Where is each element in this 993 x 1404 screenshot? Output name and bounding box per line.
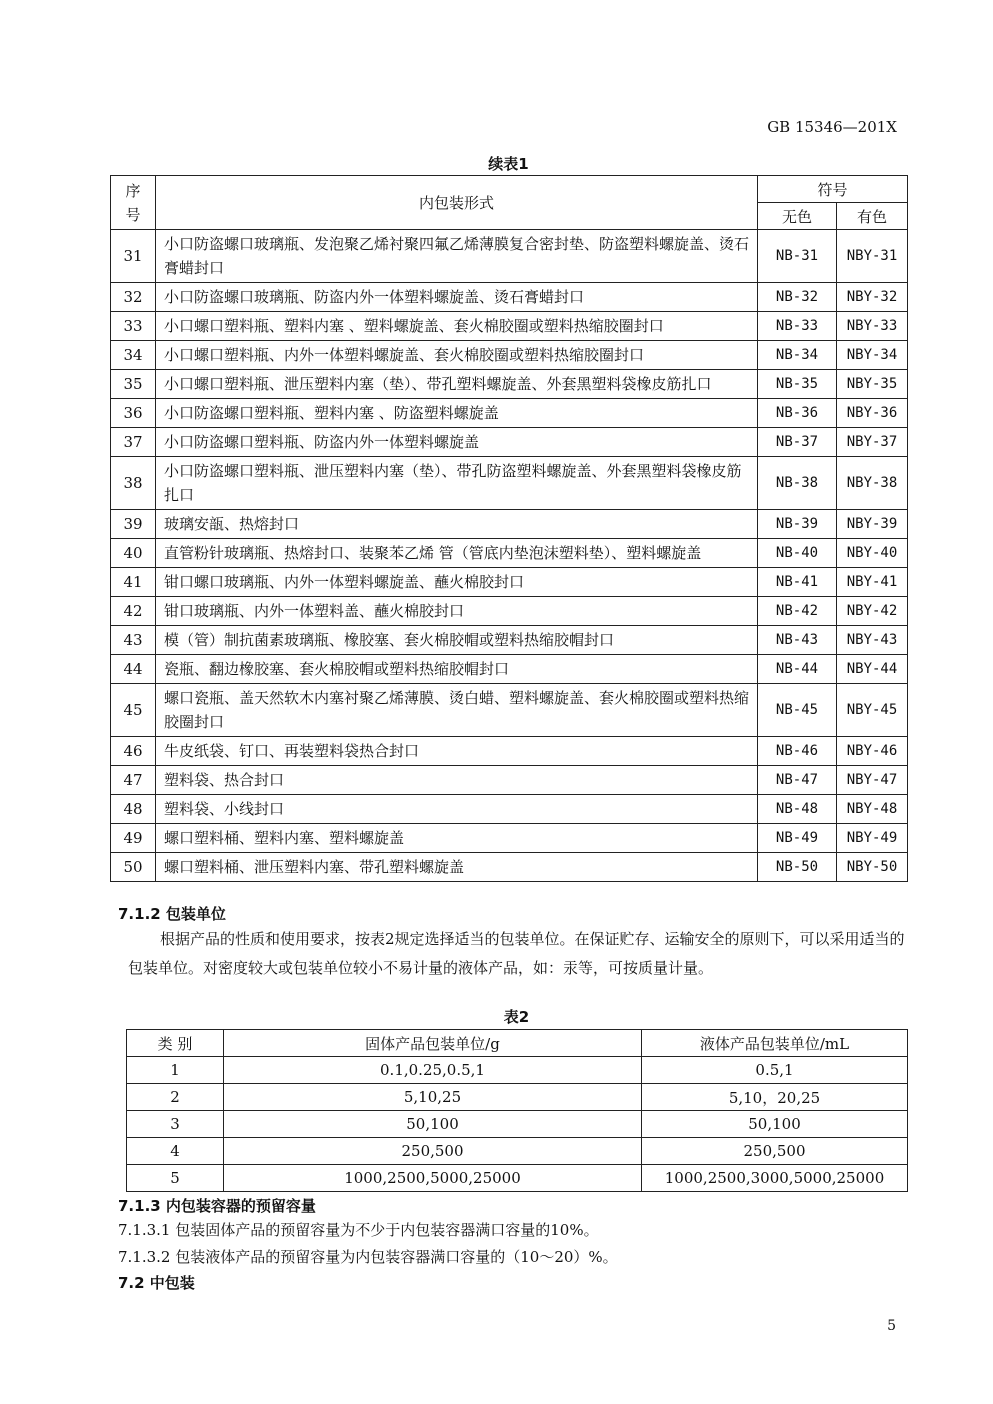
row-code-colorless: NB-36 <box>758 399 837 428</box>
row-category: 5 <box>127 1165 224 1192</box>
table-row <box>111 283 908 312</box>
table-row <box>111 795 908 824</box>
row-code-colorless: NB-44 <box>758 655 837 684</box>
row-solid-units: 250,500 <box>224 1138 642 1165</box>
row-code-colorless: NB-46 <box>758 737 837 766</box>
row-liquid-units: 0.5,1 <box>642 1057 908 1084</box>
row-description: 直管粉针玻璃瓶、热熔封口、装聚苯乙烯 管（管底内垫泡沫塑料垫）、塑料螺旋盖 <box>156 539 758 568</box>
row-code-colored: NBY-31 <box>837 230 908 283</box>
row-code-colorless: NB-48 <box>758 795 837 824</box>
row-description: 牛皮纸袋、钉口、再装塑料袋热合封口 <box>156 737 758 766</box>
row-description: 小口防盗螺口塑料瓶、防盗内外一体塑料螺旋盖 <box>156 428 758 457</box>
table-row <box>111 626 908 655</box>
row-code-colorless: NB-38 <box>758 457 837 510</box>
row-number: 35 <box>111 370 156 399</box>
section-7131-text: 7.1.3.1 包装固体产品的预留容量为不少于内包装容器满口容量的10%。 <box>118 1221 599 1239</box>
row-code-colored: NBY-45 <box>837 684 908 737</box>
row-code-colored: NBY-50 <box>837 853 908 882</box>
row-code-colorless: NB-32 <box>758 283 837 312</box>
row-code-colored: NBY-44 <box>837 655 908 684</box>
table-row <box>111 684 908 737</box>
row-number: 37 <box>111 428 156 457</box>
row-code-colored: NBY-37 <box>837 428 908 457</box>
row-number: 33 <box>111 312 156 341</box>
table-row <box>111 510 908 539</box>
table-row <box>111 399 908 428</box>
header-liquid-unit: 液体产品包装单位/mL <box>642 1030 908 1057</box>
row-number: 32 <box>111 283 156 312</box>
row-description: 小口防盗螺口塑料瓶、泄压塑料内塞（垫）、带孔防盗塑料螺旋盖、外套黑塑料袋橡皮筋扎口 <box>156 457 758 510</box>
row-liquid-units: 250,500 <box>642 1138 908 1165</box>
row-description: 塑料袋、小线封口 <box>156 795 758 824</box>
row-number: 42 <box>111 597 156 626</box>
row-code-colored: NBY-33 <box>837 312 908 341</box>
row-description: 小口螺口塑料瓶、内外一体塑料螺旋盖、套火棉胶圈或塑料热缩胶圈封口 <box>156 341 758 370</box>
section-712-paragraph: 根据产品的性质和使用要求，按表2规定选择适当的包装单位。在保证贮存、运输安全的原则下，可以采用适当的包装单位。对密度较大或包装单位较小不易计量的液体产品，如：汞等，可按质量计量。 <box>128 930 905 977</box>
row-code-colored: NBY-35 <box>837 370 908 399</box>
header-seq: 序号 <box>111 176 156 230</box>
row-code-colored: NBY-42 <box>837 597 908 626</box>
section-72-heading: 7.2 中包装 <box>118 1274 195 1292</box>
table-row <box>111 230 908 283</box>
page-number: 5 <box>887 1318 896 1334</box>
row-code-colorless: NB-50 <box>758 853 837 882</box>
row-description: 螺口塑料桶、泄压塑料内塞、带孔塑料螺旋盖 <box>156 853 758 882</box>
table-row <box>111 766 908 795</box>
header-symbol: 符号 <box>758 176 908 203</box>
table-row <box>127 1138 908 1165</box>
row-code-colored: NBY-48 <box>837 795 908 824</box>
table-row <box>111 312 908 341</box>
packaging-unit-table <box>126 1029 908 1192</box>
row-category: 1 <box>127 1057 224 1084</box>
row-number: 41 <box>111 568 156 597</box>
row-description: 螺口瓷瓶、盖天然软木内塞衬聚乙烯薄膜、烫白蜡、塑料螺旋盖、套火棉胶圈或塑料热缩胶圈封口 <box>156 684 758 737</box>
row-code-colorless: NB-31 <box>758 230 837 283</box>
row-number: 47 <box>111 766 156 795</box>
row-code-colored: NBY-39 <box>837 510 908 539</box>
standard-code: GB 15346—201X <box>767 118 897 136</box>
header-category: 类 别 <box>127 1030 224 1057</box>
row-liquid-units: 1000,2500,3000,5000,25000 <box>642 1165 908 1192</box>
row-liquid-units: 50,100 <box>642 1111 908 1138</box>
row-number: 44 <box>111 655 156 684</box>
row-code-colorless: NB-35 <box>758 370 837 399</box>
row-code-colorless: NB-37 <box>758 428 837 457</box>
row-category: 4 <box>127 1138 224 1165</box>
table-row <box>111 428 908 457</box>
table-row <box>111 539 908 568</box>
table-row <box>111 457 908 510</box>
row-solid-units: 0.1,0.25,0.5,1 <box>224 1057 642 1084</box>
header-colorless: 无色 <box>758 203 837 230</box>
header-solid-unit: 固体产品包装单位/g <box>224 1030 642 1057</box>
row-solid-units: 1000,2500,5000,25000 <box>224 1165 642 1192</box>
row-code-colorless: NB-33 <box>758 312 837 341</box>
row-description: 模（管）制抗菌素玻璃瓶、橡胶塞、套火棉胶帽或塑料热缩胶帽封口 <box>156 626 758 655</box>
row-code-colorless: NB-47 <box>758 766 837 795</box>
row-code-colored: NBY-40 <box>837 539 908 568</box>
row-number: 46 <box>111 737 156 766</box>
table-row <box>111 853 908 882</box>
table-row <box>111 597 908 626</box>
table-row <box>111 568 908 597</box>
row-code-colored: NBY-38 <box>837 457 908 510</box>
row-code-colorless: NB-45 <box>758 684 837 737</box>
row-category: 2 <box>127 1084 224 1111</box>
row-description: 小口防盗螺口塑料瓶、塑料内塞 、防盗塑料螺旋盖 <box>156 399 758 428</box>
row-solid-units: 5,10,25 <box>224 1084 642 1111</box>
row-number: 36 <box>111 399 156 428</box>
row-code-colored: NBY-47 <box>837 766 908 795</box>
row-code-colored: NBY-43 <box>837 626 908 655</box>
row-number: 45 <box>111 684 156 737</box>
row-description: 小口防盗螺口玻璃瓶、防盗内外一体塑料螺旋盖、烫石膏蜡封口 <box>156 283 758 312</box>
section-713-heading: 7.1.3 内包装容器的预留容量 <box>118 1197 316 1215</box>
row-number: 40 <box>111 539 156 568</box>
row-number: 31 <box>111 230 156 283</box>
row-code-colorless: NB-49 <box>758 824 837 853</box>
header-colored: 有色 <box>837 203 908 230</box>
row-code-colored: NBY-49 <box>837 824 908 853</box>
row-description: 小口防盗螺口玻璃瓶、发泡聚乙烯衬聚四氟乙烯薄膜复合密封垫、防盗塑料螺旋盖、烫石膏蜡封口 <box>156 230 758 283</box>
row-number: 34 <box>111 341 156 370</box>
row-solid-units: 50,100 <box>224 1111 642 1138</box>
row-code-colorless: NB-39 <box>758 510 837 539</box>
row-code-colorless: NB-42 <box>758 597 837 626</box>
row-description: 螺口塑料桶、塑料内塞、塑料螺旋盖 <box>156 824 758 853</box>
table2-caption: 表2 <box>503 1008 530 1026</box>
row-number: 39 <box>111 510 156 539</box>
section-7132-text: 7.1.3.2 包装液体产品的预留容量为内包装容器满口容量的（10～20）%。 <box>118 1248 618 1266</box>
row-category: 3 <box>127 1111 224 1138</box>
row-description: 钳口玻璃瓶、内外一体塑料盖、蘸火棉胶封口 <box>156 597 758 626</box>
row-code-colorless: NB-43 <box>758 626 837 655</box>
row-description: 玻璃安瓿、热熔封口 <box>156 510 758 539</box>
row-description: 小口螺口塑料瓶、泄压塑料内塞（垫）、带孔塑料螺旋盖、外套黑塑料袋橡皮筋扎口 <box>156 370 758 399</box>
table-row <box>127 1165 908 1192</box>
section-712-heading: 7.1.2 包装单位 <box>118 905 226 923</box>
row-description: 钳口螺口玻璃瓶、内外一体塑料螺旋盖、蘸火棉胶封口 <box>156 568 758 597</box>
table-row <box>111 737 908 766</box>
table-row <box>111 824 908 853</box>
row-code-colored: NBY-32 <box>837 283 908 312</box>
row-code-colored: NBY-36 <box>837 399 908 428</box>
row-number: 50 <box>111 853 156 882</box>
row-code-colorless: NB-40 <box>758 539 837 568</box>
row-code-colored: NBY-41 <box>837 568 908 597</box>
row-code-colorless: NB-34 <box>758 341 837 370</box>
table-row <box>111 655 908 684</box>
row-description: 塑料袋、热合封口 <box>156 766 758 795</box>
table1-caption: 续表1 <box>488 155 529 173</box>
row-code-colorless: NB-41 <box>758 568 837 597</box>
table-row <box>127 1084 908 1111</box>
table-row <box>127 1111 908 1138</box>
row-code-colored: NBY-34 <box>837 341 908 370</box>
row-number: 43 <box>111 626 156 655</box>
header-form: 内包装形式 <box>156 176 758 230</box>
table-row <box>127 1057 908 1084</box>
packaging-form-table <box>110 175 908 882</box>
row-number: 48 <box>111 795 156 824</box>
row-liquid-units: 5,10，20,25 <box>642 1084 908 1111</box>
table-row <box>111 341 908 370</box>
row-description: 小口螺口塑料瓶、塑料内塞 、塑料螺旋盖、套火棉胶圈或塑料热缩胶圈封口 <box>156 312 758 341</box>
row-number: 38 <box>111 457 156 510</box>
row-code-colored: NBY-46 <box>837 737 908 766</box>
row-description: 瓷瓶、翻边橡胶塞、套火棉胶帽或塑料热缩胶帽封口 <box>156 655 758 684</box>
table-row <box>111 370 908 399</box>
row-number: 49 <box>111 824 156 853</box>
